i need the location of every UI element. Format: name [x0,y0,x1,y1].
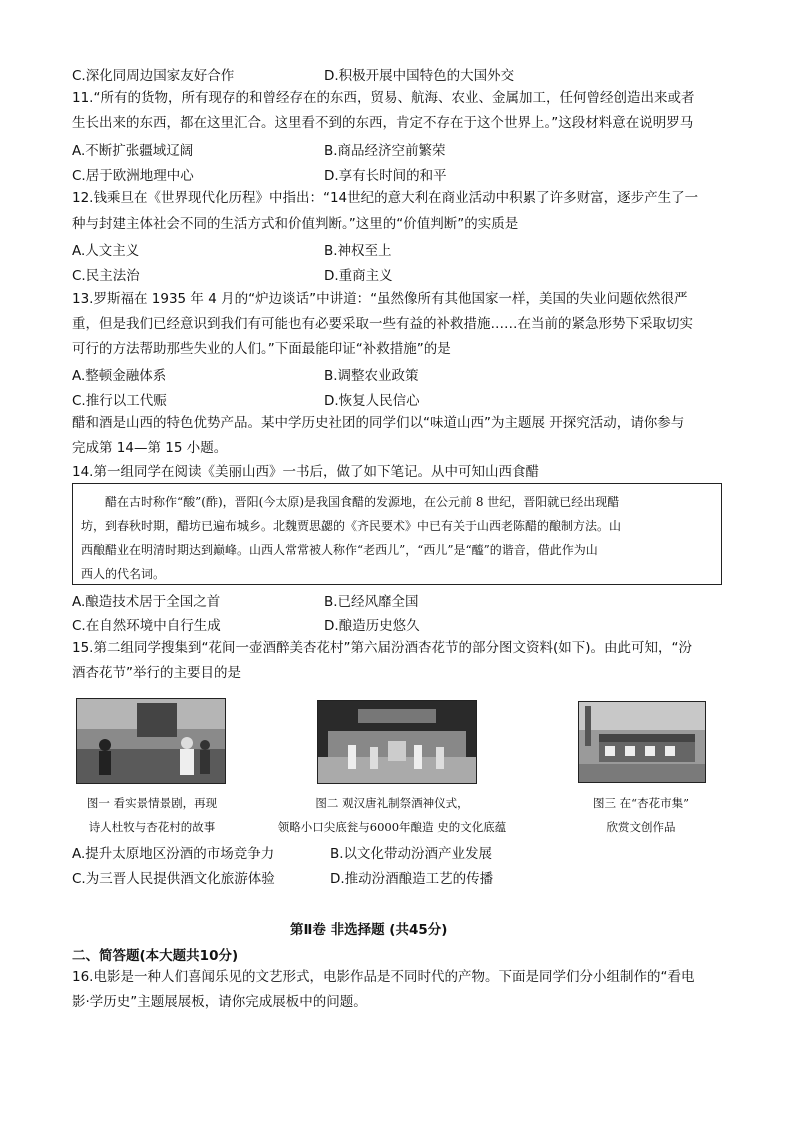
q11-option-b: B.商品经济空前繁荣 [324,143,446,159]
q14-note-box [72,483,722,585]
q15-stem-line1: 15.第二组同学搜集到“花间一壶酒醉美杏花村”第六届汾酒杏花节的部分图文资料(如下)。由此可知，“汾 [72,640,692,656]
figure-3-caption-line2: 欣赏文创作品 [606,820,676,834]
q15-stem-line2: 酒杏花节”举行的主要目的是 [72,665,241,681]
q14-option-b: B.已经风靡全国 [324,594,419,610]
figure-3-photo [578,701,706,783]
q13-option-c: C.推行以工代赈 [72,393,167,409]
q14-note-line2: 坊，到春秋时期，醋坊已遍布城乡。北魏贾思勰的《齐民要术》中已有关于山西老陈醋的酿制方法。山 [81,519,622,533]
q12-option-c: C.民主法治 [72,268,140,284]
q14-note-line1: 醋在古时称作“酸”(酢)，晋阳(今太原)是我国食醋的发源地，在公元前 8 世纪，晋阳就已经出现醋 [105,495,620,509]
figure-3-caption [566,791,716,839]
q12-option-b: B.神权至上 [324,243,392,259]
q15-option-a: A.提升太原地区汾酒的市场竞争力 [72,846,275,862]
intro-line2: 完成第 14—第 15 小题。 [72,440,228,456]
q14-option-c: C.在自然环境中自行生成 [72,618,221,634]
figure-1-caption [72,791,232,839]
q10-option-d: D.积极开展中国特色的大国外交 [324,68,515,84]
q14-option-d: D.酿造历史悠久 [324,618,420,634]
q13-option-b: B.调整农业政策 [324,368,419,384]
section-heading: 二、简答题(本大题共10分) [72,948,239,964]
part2-title: 第Ⅱ卷 非选择题 (共45分) [290,922,448,938]
figure-2-image [318,701,476,783]
figure-3-caption-line1: 图三 在“杏花市集” [593,796,689,810]
q16-stem-line2: 影·学历史”主题展展板，请你完成展板中的问题。 [72,994,367,1010]
q12-stem-line2: 种与封建主体社会不同的生活方式和价值判断。”这里的“价值判断”的实质是 [72,216,519,232]
figure-3-image [579,702,705,782]
q12-option-a: A.人文主义 [72,243,140,259]
figure-2-photo [317,700,477,784]
q14-stem: 14.第一组同学在阅读《美丽山西》一书后，做了如下笔记。从中可知山西食醋 [72,464,539,480]
q15-option-d: D.推动汾酒酿造工艺的传播 [330,871,494,887]
q15-option-c: C.为三晋人民提供酒文化旅游体验 [72,871,275,887]
figure-2-caption [262,791,522,839]
figure-2-caption-line2: 领略小口尖底瓮与6000年酿造 史的文化底蕴 [277,820,507,834]
q12-stem-line1: 12.钱乘旦在《世界现代化历程》中指出：“14世纪的意大利在商业活动中积累了许多财富，逐步产生了一 [72,190,699,206]
q14-option-a: A.酿造技术居于全国之首 [72,594,221,610]
q11-option-a: A.不断扩张疆域辽阔 [72,143,194,159]
q13-option-d: D.恢复人民信心 [324,393,420,409]
q11-option-c: C.居于欧洲地理中心 [72,168,194,184]
q11-stem-line1: 11.“所有的货物，所有现存的和曾经存在的东西，贸易、航海、农业、金属加工，任何曾经创造出来或者 [72,90,695,106]
q13-option-a: A.整顿金融体系 [72,368,167,384]
q16-stem-line1: 16.电影是一种人们喜闻乐见的文艺形式，电影作品是不同时代的产物。下面是同学们分小组制作的“看电 [72,969,695,985]
q11-option-d: D.享有长时间的和平 [324,168,447,184]
q14-note-line3: 西酿醋业在明清时期达到巅峰。山西人常常被人称作“老西儿”，“西儿”是“醯”的谐音，借此作为山 [81,543,598,557]
figure-1-image [77,699,225,783]
q14-note-line4: 西人的代名词。 [81,567,166,581]
figure-1-photo [76,698,226,784]
figure-2-caption-line1: 图二 观汉唐礼制祭酒神仪式， [315,796,469,810]
q12-option-d: D.重商主义 [324,268,393,284]
intro-line1: 醋和酒是山西的特色优势产品。某中学历史社团的同学们以“味道山西”为主题展 开探究活动，请你参与 [72,415,685,431]
q10-option-c: C.深化同周边国家友好合作 [72,68,235,84]
figure-1-caption-line2: 诗人杜牧与杏花村的故事 [88,820,216,834]
figure-1-caption-line1: 图一 看实景情景剧，再现 [86,796,218,810]
q13-stem-line3: 可行的方法帮助那些失业的人们。”下面最能印证“补救措施”的是 [72,341,451,357]
q11-stem-line2: 生长出来的东西，都在这里汇合。这里看不到的东西，肯定不存在于这个世界上。”这段材料意在说明罗马 [72,115,694,131]
q13-stem-line1: 13.罗斯福在 1935 年 4 月的“炉边谈话”中讲道：“虽然像所有其他国家一样，美国的失业问题依然很严 [72,291,688,307]
q15-option-b: B.以文化带动汾酒产业发展 [330,846,493,862]
q13-stem-line2: 重，但是我们已经意识到我们有可能也有必要采取一些有益的补救措施……在当前的紧急形势下采取切实 [72,316,693,332]
